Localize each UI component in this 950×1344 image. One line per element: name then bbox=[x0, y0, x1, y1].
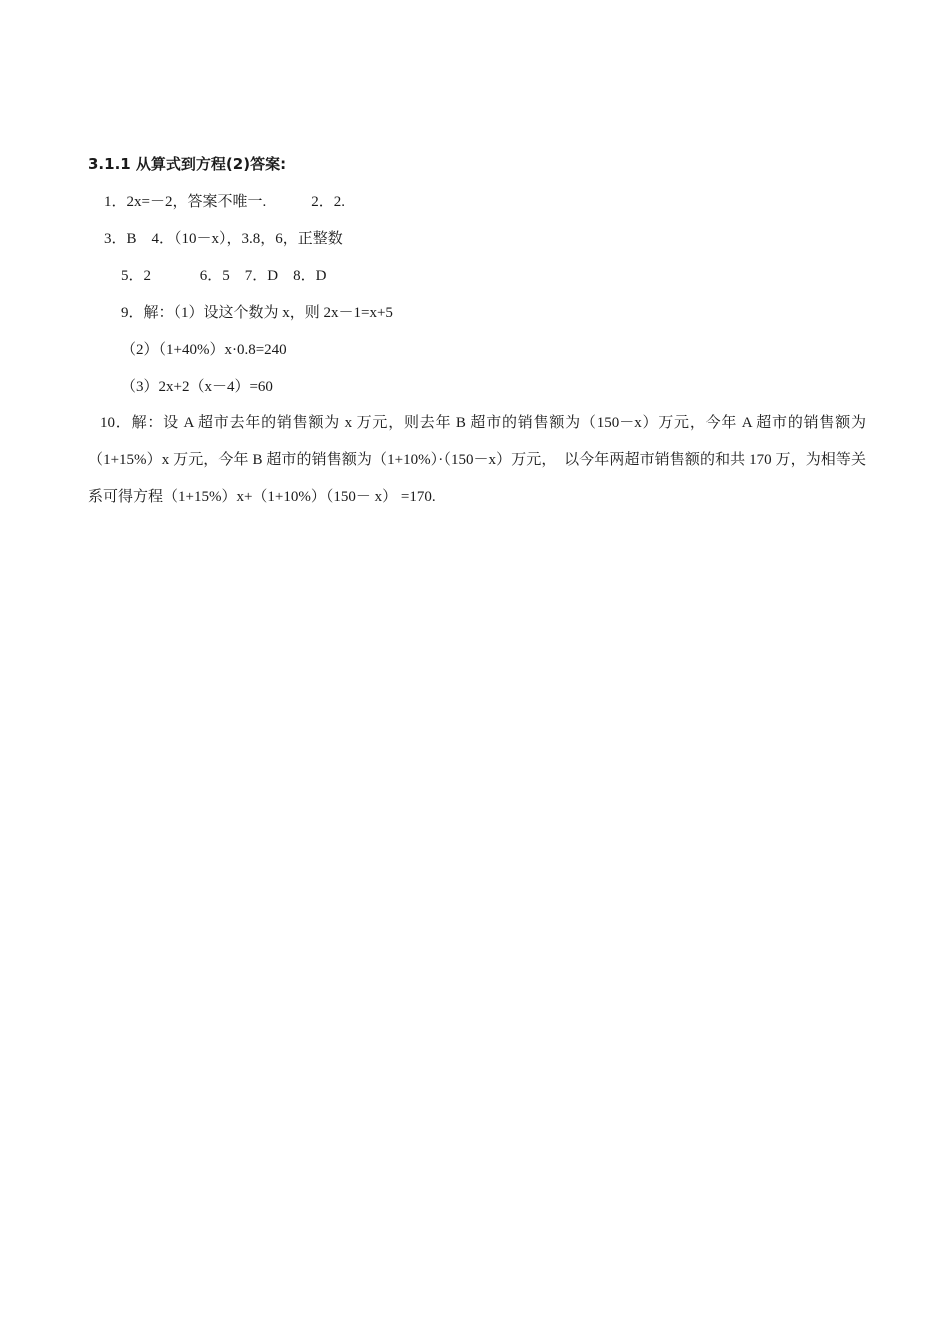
answer-line-4: 9．解：（1）设这个数为 x，则 2x－1=x+5 bbox=[121, 305, 393, 321]
answer-line-3: 5．2 6．5 7．D 8．D bbox=[121, 268, 327, 284]
answer-line-5: （2）（1+40%）x·0.8=240 bbox=[121, 342, 287, 358]
answer-line-6: （3）2x+2（x－4）=60 bbox=[121, 379, 273, 395]
answer-line-1: 1．2x=－2，答案不唯一. 2．2. bbox=[104, 194, 345, 210]
answer-line-2: 3．B 4．（10－x），3.8，6，正整数 bbox=[104, 231, 343, 247]
answer-title: 3.1.1 从算式到方程(2)答案: bbox=[88, 155, 287, 173]
answer-paragraph-10: 10．解：设 A 超市去年的销售额为 x 万元，则去年 B 超市的销售额为（150－x）万元，今年 A 超市的销售额为（1+15%）x 万元，今年 B 超市的销售额为（1+10%）·（150－x）万元， 以今年两超市销售额的和共 170 万，为相等关系可得方程（1+15%）x+（1+10%）（150－ x） =170. bbox=[88, 415, 866, 505]
